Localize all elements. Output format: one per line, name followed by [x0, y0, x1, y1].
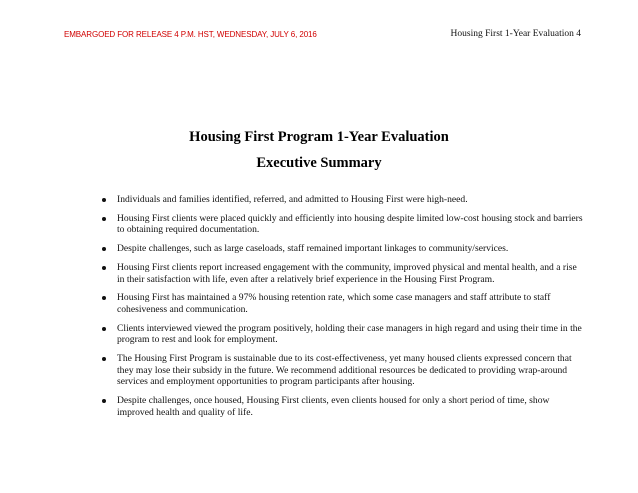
bullet-item: [101, 194, 583, 206]
embargo-notice: EMBARGOED FOR RELEASE 4 P.M. HST, WEDNESDAY, JULY 6, 2016: [64, 30, 317, 39]
bullet-item: [101, 243, 583, 255]
bullet-item: [101, 262, 583, 285]
running-header: Housing First 1-Year Evaluation 4: [450, 29, 581, 39]
bullet-item: [101, 353, 583, 388]
bullet-text: Clients interviewed viewed the program positively, holding their case managers in high regard and using their time in the program to rest and look for employment.: [117, 322, 582, 346]
bullet-item: [101, 292, 583, 315]
bullet-text: Housing First clients were placed quickly and efficiently into housing despite limited low-cost housing stock and barriers to obtaining required documentation.: [117, 212, 583, 236]
bullet-icon: [102, 266, 106, 270]
bullet-icon: [102, 357, 106, 361]
bullet-item: [101, 323, 583, 346]
summary-bullet-list: [101, 194, 583, 425]
bullet-icon: [102, 198, 106, 202]
bullet-icon: [102, 399, 106, 403]
bullet-text: Housing First has maintained a 97% housing retention rate, which some case managers and staff attribute to staff cohesiveness and communication.: [117, 292, 551, 315]
bullet-text: Housing First clients report increased engagement with the community, improved physical and mental health, and a rise in their satisfaction with life, even after a relatively brief experience in the Housing First Program.: [117, 261, 577, 285]
bullet-icon: [102, 327, 106, 331]
document-title: Housing First Program 1-Year Evaluation: [189, 129, 449, 145]
bullet-item: [101, 213, 583, 236]
bullet-text: Despite challenges, such as large caseloads, staff remained important linkages to community/services.: [117, 243, 509, 255]
bullet-item: [101, 395, 583, 418]
section-heading: Executive Summary: [256, 155, 382, 171]
bullet-icon: [102, 247, 106, 251]
bullet-text: Despite challenges, once housed, Housing First clients, even clients housed for only a short period of time, show improved health and quality of life.: [117, 395, 550, 418]
bullet-text: The Housing First Program is sustainable due to its cost-effectiveness, yet many housed clients expressed concern that they may lose their subsidy in the future. We recommend additional resources be dedicated to providing wrap-around services and employment opportunities to program participants after housing.: [117, 353, 572, 388]
bullet-icon: [102, 296, 106, 300]
bullet-text: Individuals and families identified, referred, and admitted to Housing First were high-need.: [117, 194, 468, 205]
bullet-icon: [102, 217, 106, 221]
